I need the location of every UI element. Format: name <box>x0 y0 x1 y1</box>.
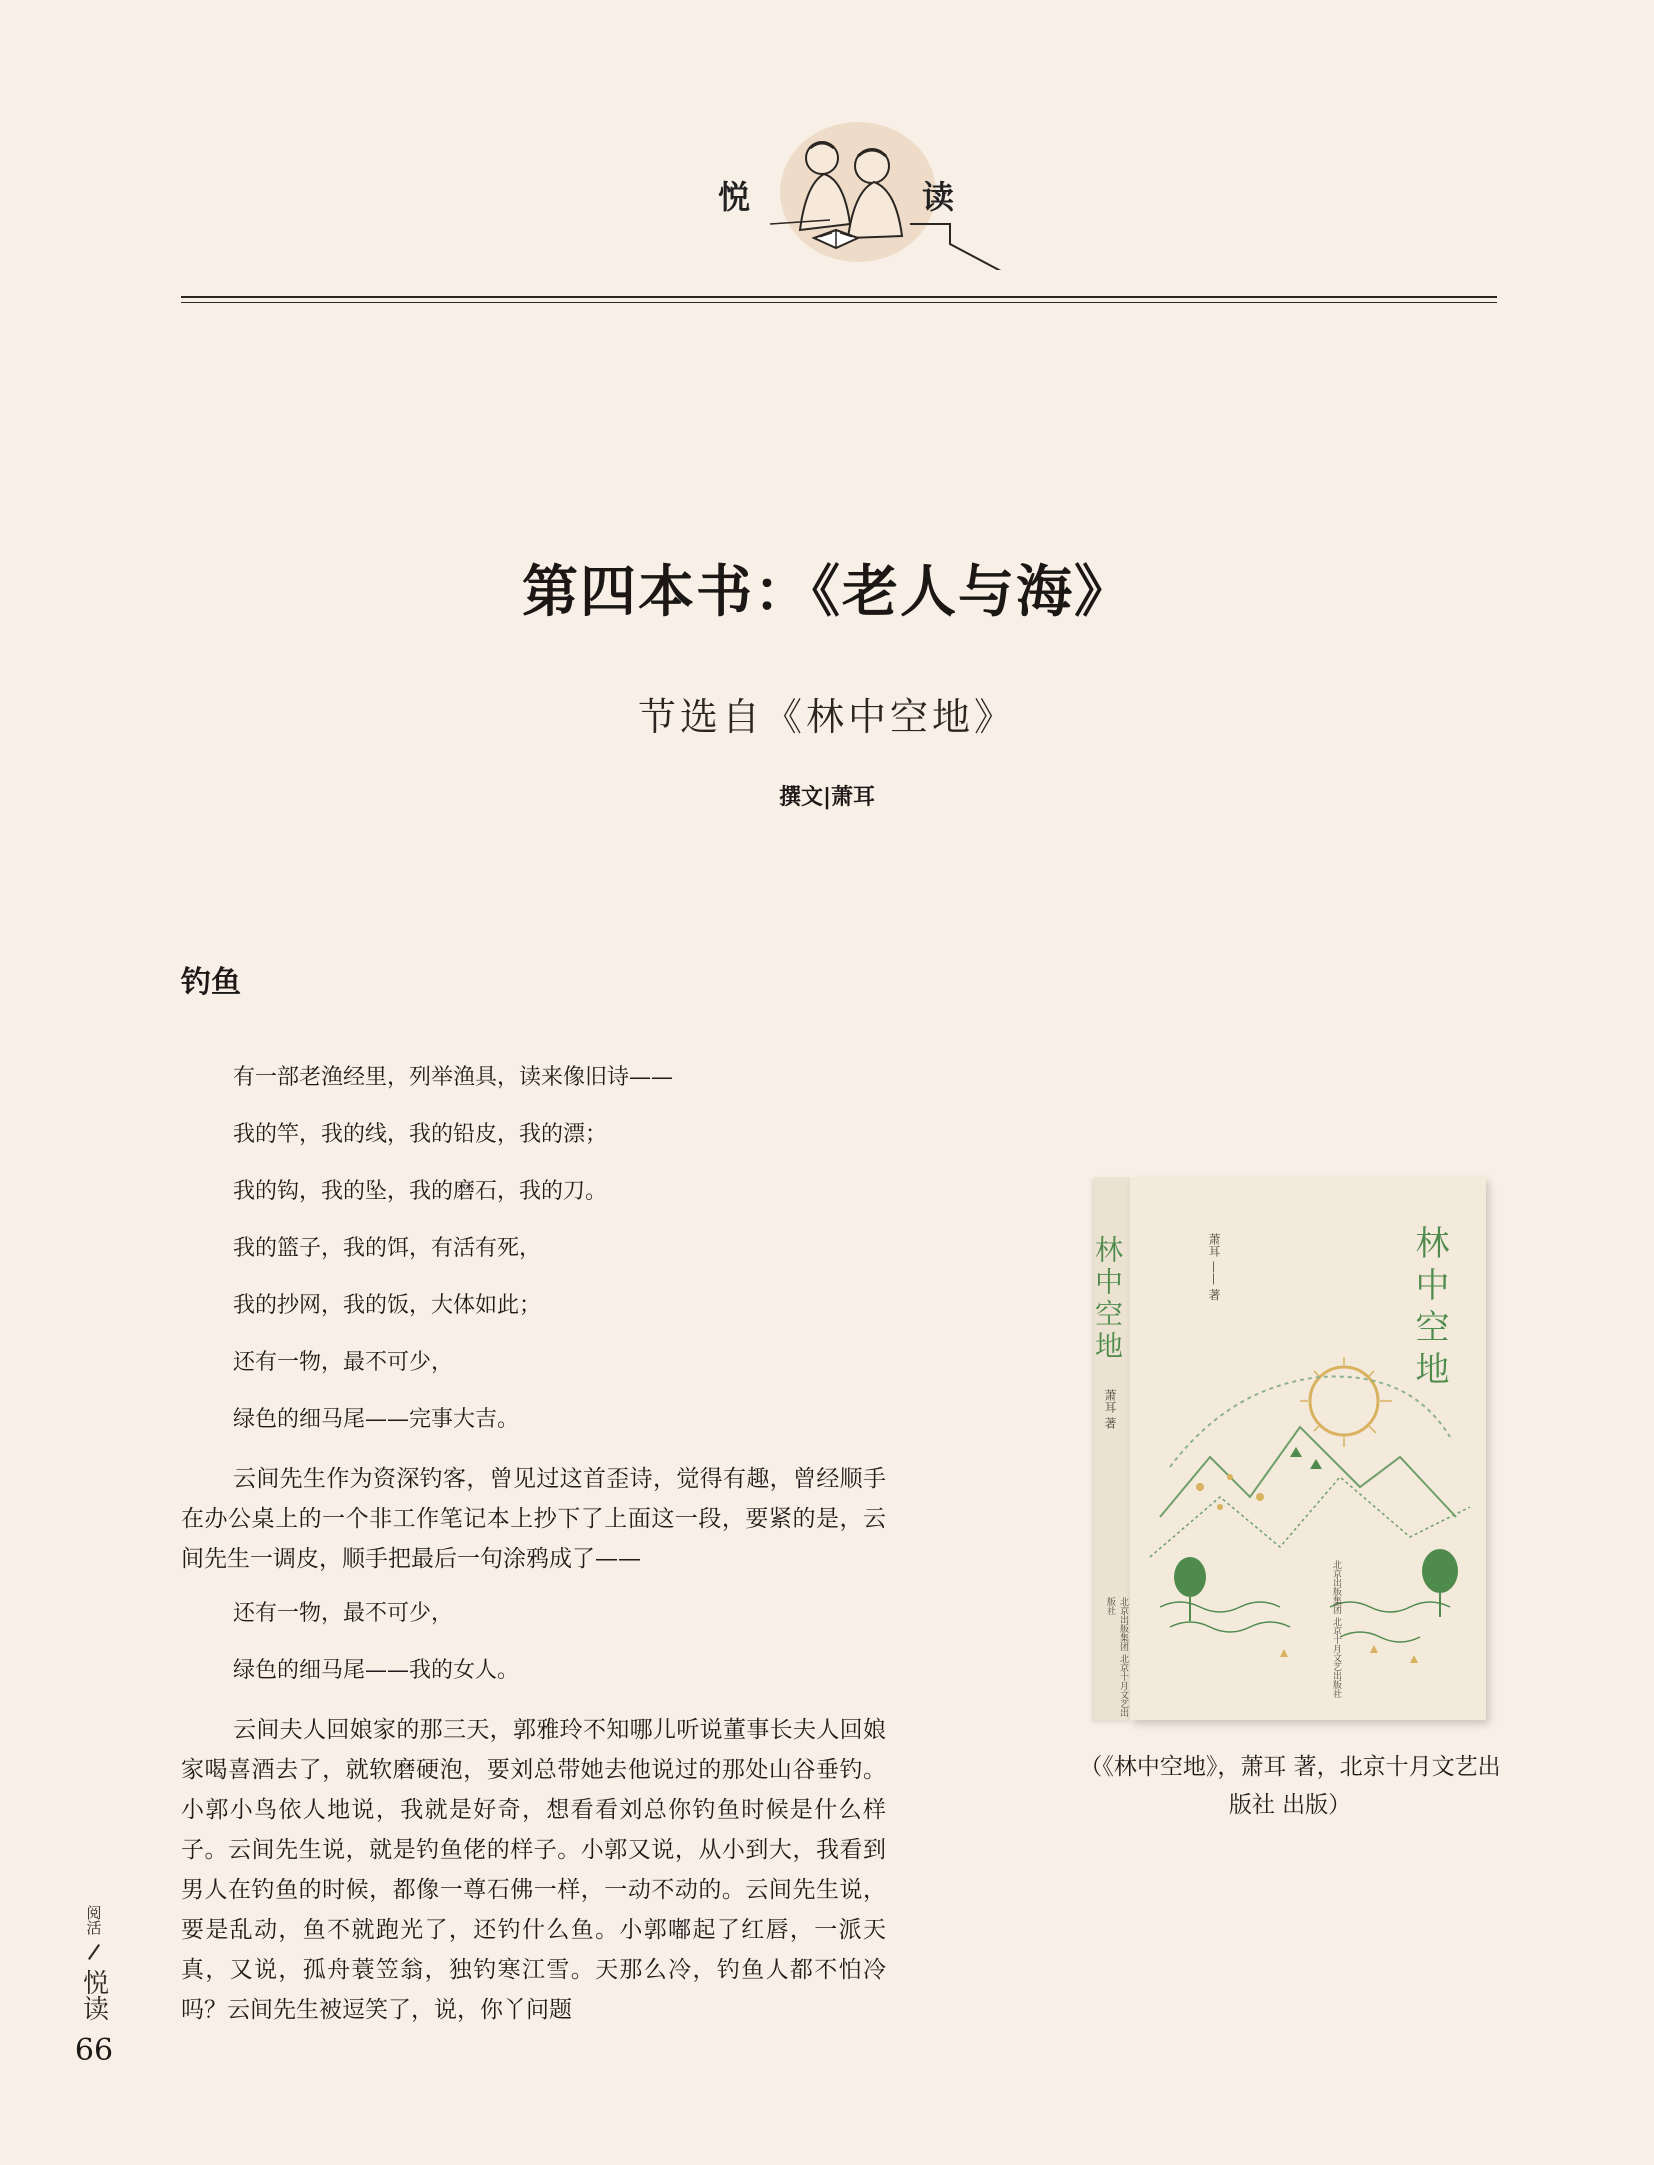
book-cover-image <box>1091 1177 1486 1720</box>
folio-divider <box>88 1944 100 1960</box>
article-body <box>181 1060 886 2047</box>
spine-author: 萧耳 著 <box>1103 1389 1117 1429</box>
article-title: 第四本书：《老人与海》 <box>522 559 1132 625</box>
body-paragraph: 云间先生作为资深钓客，曾见过这首歪诗，觉得有趣，曾经顺手在办公桌上的一个非工作笔记本上抄下了上面这一段，要紧的是，云间先生一调皮，顺手把最后一句涂鸦成了—— <box>181 1466 886 1572</box>
byline: 撰文|萧耳 <box>778 785 876 810</box>
poem-line: 我的抄网，我的饭，大体如此； <box>233 1293 542 1318</box>
header-rule-thin <box>181 302 1497 303</box>
body-paragraph: 云间夫人回娘家的那三天，郭雅玲不知哪儿听说董事长夫人回娘家喝喜酒去了，就软磨硬泡，要刘总带她去他说过的那处山谷垂钓。小郭小鸟依人地说，我就是好奇，想看看刘总你钓鱼时候是什么样子。云间先生说，就是钓鱼佬的样子。小郭又说，从小到大，我看到男人在钓鱼的时候，都像一尊石佛一样，一动不动的。云间先生说，要是乱动，鱼不就跑光了，还钓什么鱼。小郭嘟起了红唇，一派天真，又说，孤舟蓑笠翁，独钓寒江雪。天那么冷，钓鱼人都不怕冷吗？云间先生被逗笑了，说，你丫问题 <box>181 1717 886 2023</box>
poem-line: 绿色的细马尾——我的女人。 <box>233 1658 520 1683</box>
poem-line: 还有一物，最不可少， <box>233 1601 454 1626</box>
page-folio <box>68 1905 120 2068</box>
reading-children-illustration <box>760 120 1020 270</box>
book-front <box>1130 1177 1486 1720</box>
folio-section: 悦读 <box>78 1969 109 2021</box>
cover-publisher: 北京出版集团 北京十月文艺出版社 <box>1331 1560 1341 1698</box>
cover-author: 萧耳 —— 著 <box>1207 1233 1221 1301</box>
header-char-left: 悦 <box>718 178 751 216</box>
book-spine <box>1091 1177 1131 1720</box>
cover-title: 林中空地 <box>1409 1225 1449 1393</box>
spine-title: 林中空地 <box>1091 1235 1124 1363</box>
poem-line: 有一部老渔经里，列举渔具，读来像旧诗—— <box>233 1065 674 1090</box>
header-rule-thick <box>181 296 1497 298</box>
poem-line: 我的篮子，我的饵，有活有死， <box>233 1236 542 1261</box>
folio-side-label: 阅活 <box>84 1905 103 1935</box>
cover-landscape-art <box>1130 1357 1486 1687</box>
poem-line: 还有一物，最不可少， <box>233 1350 454 1375</box>
poem-line: 我的竿，我的线，我的铅皮，我的漂； <box>233 1122 608 1147</box>
header-char-right: 读 <box>922 178 955 216</box>
poem-line: 我的钩，我的坠，我的磨石，我的刀。 <box>233 1179 608 1204</box>
column-header <box>0 120 1654 280</box>
section-heading: 钓鱼 <box>181 965 241 1000</box>
article-subtitle: 节选自《林中空地》 <box>637 695 1016 739</box>
image-caption: （《林中空地》，萧耳 著，北京十月文艺出版社 出版） <box>1079 1754 1501 1818</box>
poem-line: 绿色的细马尾——完事大吉。 <box>233 1407 520 1432</box>
page-number: 66 <box>74 2033 114 2068</box>
spine-publisher: 北京出版集团 北京十月文艺出版社 <box>1105 1597 1128 1717</box>
